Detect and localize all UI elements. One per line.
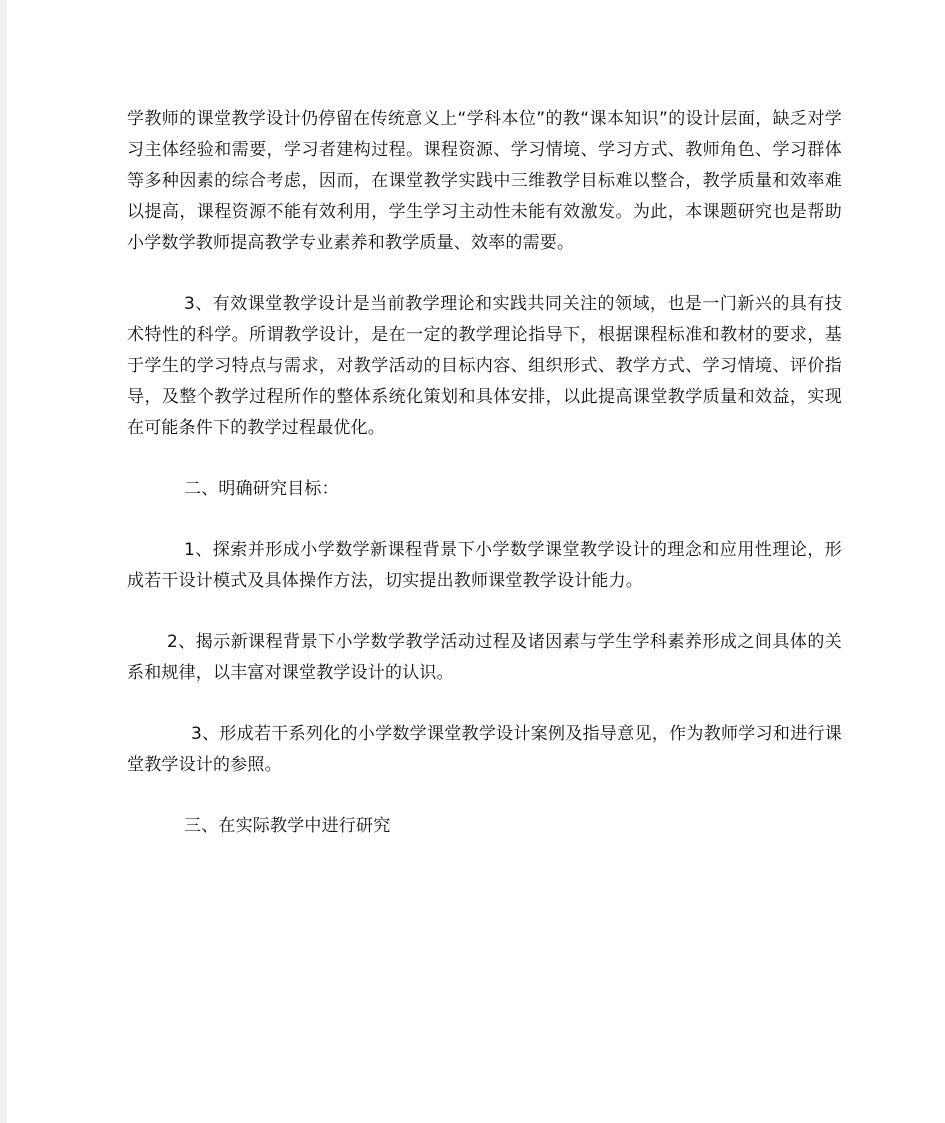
document-page [7,0,945,1123]
paragraph-background-continued: 学教师的课堂教学设计仍停留在传统意义上“学科本位”的教“课本知识”的设计层面，缺乏对学习主体经验和需要，学习者建构过程。课程资源、学习情境、学习方式、教师角色、学习群体等多种因素的综合考虑，因而，在课堂教学实践中三维教学目标难以整合，教学质量和效率难以提高，课程资源不能有效利用，学生学习主动性未能有效激发。为此，本课题研究也是帮助小学数学教师提高教学专业素养和教学质量、效率的需要。 [127,109,842,253]
paragraph-point-3: 3、有效课堂教学设计是当前教学理论和实践共同关注的领域，也是一门新兴的具有技术特性的科学。所谓教学设计，是在一定的教学理论指导下，根据课程标准和教材的要求，基于学生的学习特点与需求，对教学活动的目标内容、组织形式、教学方式、学习情境、评价指导，及整个教学过程所作的整体系统化策划和具体安排，以此提高课堂教学质量和效益，实现在可能条件下的教学过程最优化。 [127,294,842,438]
paragraph-goal-2: 2、揭示新课程背景下小学数学教学活动过程及诸因素与学生学科素养形成之间具体的关系和规律，以丰富对课堂教学设计的认识。 [127,632,842,683]
section-heading-practice: 三、在实际教学中进行研究 [184,816,391,836]
paragraph-goal-1: 1、探索并形成小学数学新课程背景下小学数学课堂教学设计的理念和应用性理论，形成若干设计模式及具体操作方法，切实提出教师课堂教学设计能力。 [127,540,842,591]
document-body [127,104,842,872]
page-margin [0,0,7,1123]
paragraph-goal-3: 3、形成若干系列化的小学数学课堂教学设计案例及指导意见，作为教师学习和进行课堂教学设计的参照。 [127,724,842,775]
section-heading-goals: 二、明确研究目标： [184,479,339,499]
